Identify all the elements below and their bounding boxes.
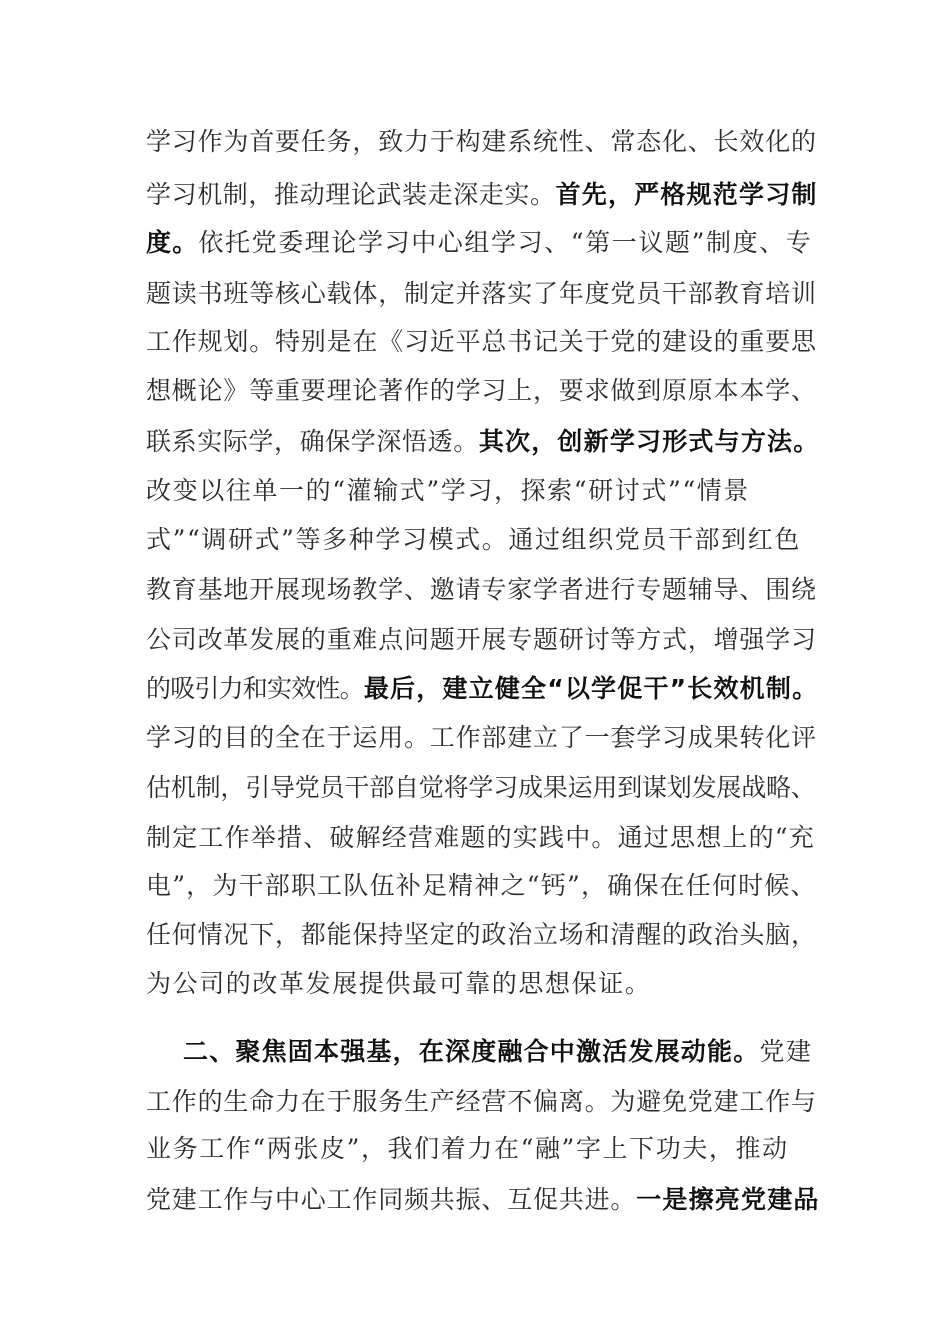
text-segment: 学习作为首要任务，致力于构建系统性、常态化、长效化的 (146, 127, 817, 156)
text-segment: 学习机制，推动理论武装走深走实。 (146, 180, 556, 209)
text-line (146, 673, 818, 705)
text-line (146, 278, 817, 310)
text-line (146, 968, 651, 1000)
text-line (146, 870, 817, 902)
text-segment: 估机制，引导党员干部自觉将学习成果运用到谋划发展战略、 (146, 773, 816, 802)
text-segment: 党建 (759, 1037, 813, 1066)
bold-heading-segment: 一是擦亮党建品 (636, 1185, 820, 1214)
bold-heading-segment: 首先，严格规范学习制 (555, 180, 818, 209)
text-line (146, 624, 817, 656)
text-segment: 制定工作举措、破解经营难题的实践中。通过思想上的“充 (146, 823, 815, 852)
text-line (146, 179, 818, 211)
text-segment: 公司改革发展的重难点问题开展专题研讨等方式，增强学习 (146, 625, 817, 654)
text-line (146, 227, 812, 259)
text-segment: 党建工作与中心工作同频共振、互促共进。 (146, 1185, 637, 1214)
text-line (146, 326, 817, 358)
text-line (146, 1133, 789, 1165)
text-segment: 电”，为干部职工队伍补足精神之“钙”，确保在任何时候、 (146, 871, 817, 900)
text-segment: 业务工作“两张皮”，我们着力在“融”字上下功夫，推动 (146, 1134, 789, 1163)
text-line (146, 375, 817, 407)
text-line (146, 126, 817, 158)
text-segment: 工作规划。特别是在《习近平总书记关于党的建设的重要思 (146, 327, 817, 356)
text-segment: 想概论》等重要理论著作的学习上，要求做到原原本本学、 (146, 376, 817, 405)
text-segment: 改变以往单一的“灌输式”学习，探索“研讨式”“情景 (146, 476, 750, 505)
text-segment: 依托党委理论学习中心组学习、“第一议题”制度、专 (198, 228, 813, 257)
text-line (146, 524, 801, 556)
text-segment: 联系实际学，确保学深悟透。 (146, 427, 479, 456)
text-segment: 任何情况下，都能保持坚定的政治立场和清醒的政治头脑， (146, 920, 817, 949)
text-segment: 教育基地开展现场教学、邀请专家学者进行专题辅导、围绕 (146, 575, 817, 604)
text-segment: 工作的生命力在于服务生产经营不偏离。为避免党建工作与 (146, 1087, 817, 1116)
text-segment: 为公司的改革发展提供最可靠的思想保证。 (146, 969, 652, 998)
text-line (146, 1184, 820, 1216)
bold-heading-segment: 其次，创新学习形式与方法。 (478, 427, 820, 456)
text-segment: 题读书班等核心载体，制定并落实了年度党员干部教育培训 (146, 279, 817, 308)
section-heading-line (183, 1036, 813, 1068)
text-segment: 学习的目的全在于运用。工作部建立了一套学习成果转化评 (146, 723, 817, 752)
bold-heading-segment: 最后，建立健全“以学促干”长效机制。 (363, 674, 819, 703)
text-line (146, 772, 816, 804)
text-line (146, 722, 817, 754)
text-segment: 的吸引力和实效性。 (146, 674, 364, 703)
text-line (146, 822, 815, 854)
text-line (146, 574, 817, 606)
bold-heading-segment: 度。 (146, 228, 199, 257)
text-line (146, 475, 750, 507)
section-heading: 二、聚焦固本强基，在深度融合中激活发展动能。 (183, 1037, 760, 1066)
text-segment: 式”“调研式”等多种学习模式。通过组织党员干部到红色 (146, 525, 801, 554)
text-line (146, 919, 817, 951)
text-line (146, 426, 819, 458)
text-line (146, 1086, 817, 1118)
